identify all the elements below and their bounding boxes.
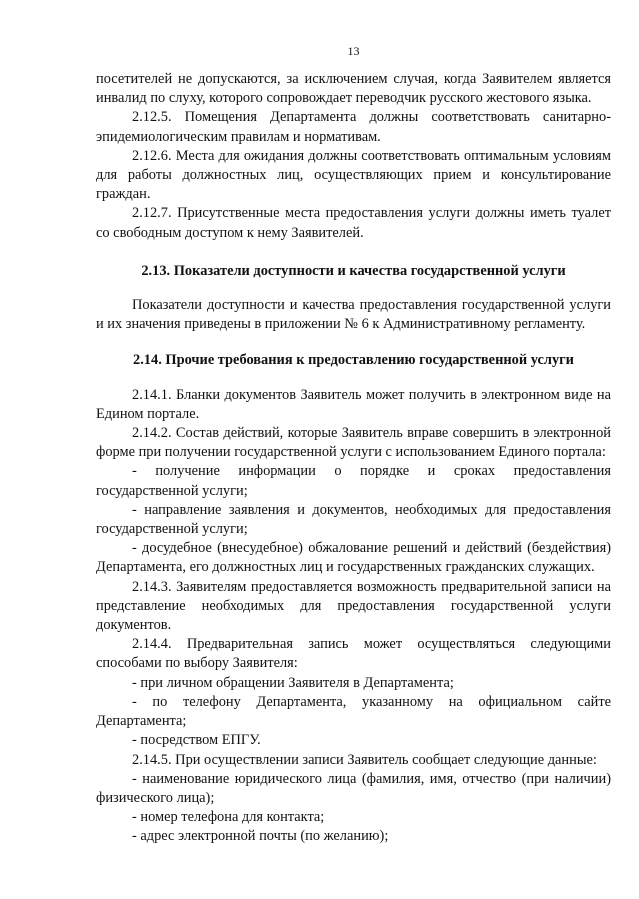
list-item: - адрес электронной почты (по желанию); [132, 828, 389, 845]
document-body [96, 70, 611, 847]
list-item: - по телефону Департамента, указанному на официальном сайте Департамента; [96, 693, 611, 730]
list-item: - досудебное (внесудебное) обжалование решений и действий (бездействия) Департамента, его должностных лиц и государственных гражданских служащих. [96, 540, 611, 576]
list-item: - направление заявления и документов, необходимых для предоставления государственной услуги; [96, 501, 611, 538]
list-item: - номер телефона для контакта; [132, 809, 325, 826]
list-item: - наименование юридического лица (фамилия, имя, отчество (при наличии) физического лица); [96, 770, 611, 806]
paragraph: 2.14.1. Бланки документов Заявитель может получить в электронном виде на Едином портале. [96, 386, 611, 422]
list-item: - получение информации о порядке и сроках предоставления государственной услуги; [96, 463, 611, 499]
paragraph: 2.14.4. Предварительная запись может осуществляться следующими способами по выбору Заявителя: [96, 636, 611, 672]
section-heading-2-14: 2.14. Прочие требования к предоставлению государственной услуги [133, 352, 574, 369]
paragraph: 2.12.7. Присутственные места предоставления услуги должны иметь туалет со свободным доступом к нему Заявителей. [96, 205, 611, 241]
paragraph: посетителей не допускаются, за исключением случая, когда Заявителем является инвалид по слуху, которого сопровождает переводчик русского жестового языка. [96, 71, 611, 107]
paragraph: 2.14.5. При осуществлении записи Заявитель сообщает следующие данные: [132, 751, 597, 768]
page-number: 13 [347, 44, 360, 58]
paragraph: 2.14.2. Состав действий, которые Заявитель вправе совершить в электронной форме при получении государственной услуги с использованием Единого портала: [96, 425, 611, 461]
paragraph: 2.12.5. Помещения Департамента должны соответствовать санитарно-эпидемиологическим правилам и нормативам. [96, 109, 611, 145]
list-item: - посредством ЕПГУ. [132, 732, 261, 749]
paragraph: 2.12.6. Места для ожидания должны соответствовать оптимальным условиям для работы должностных лиц, осуществляющих прием и консультирование граждан. [96, 147, 611, 203]
list-item: - при личном обращении Заявителя в Департамента; [132, 674, 454, 691]
paragraph: 2.14.3. Заявителям предоставляется возможность предварительной записи на представление необходимых для предоставления государственной услуги документов. [96, 578, 611, 634]
section-heading-2-13: 2.13. Показатели доступности и качества государственной услуги [141, 262, 566, 279]
paragraph: Показатели доступности и качества предоставления государственной услуги и их значения приведены в приложении № 6 к Административному регламенту. [96, 297, 611, 333]
